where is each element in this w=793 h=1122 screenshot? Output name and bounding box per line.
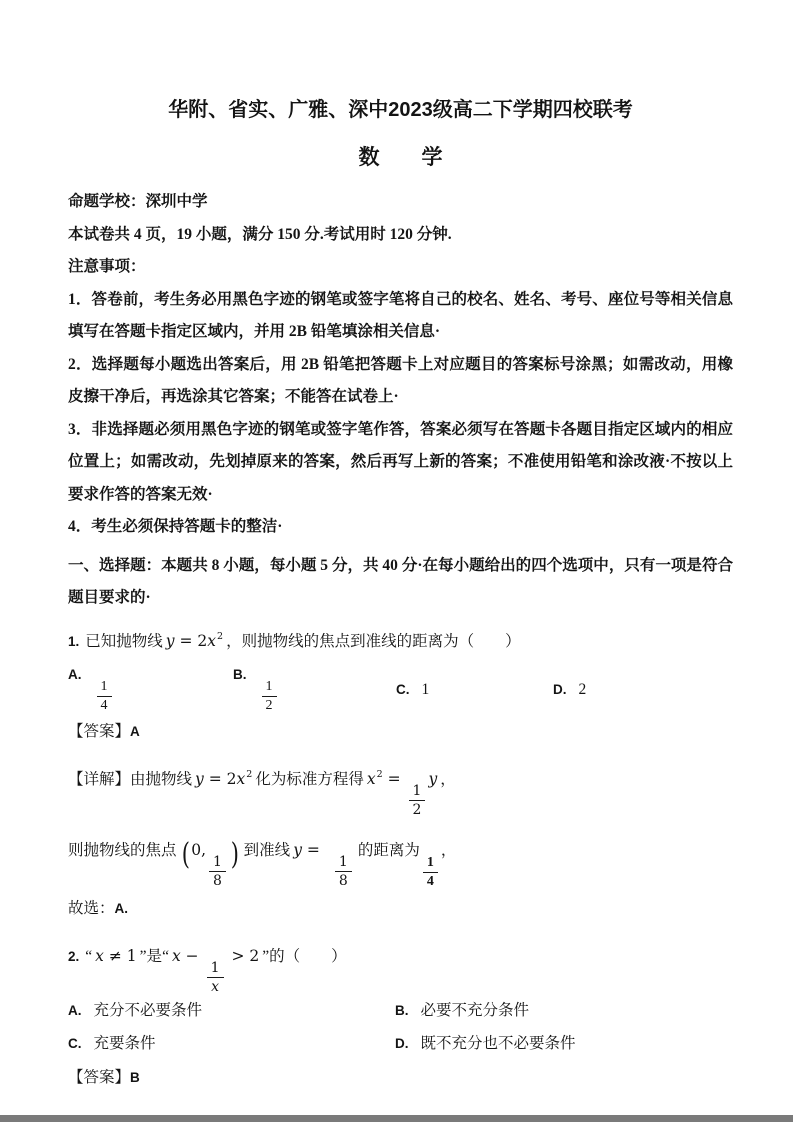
- link-text: 是: [146, 947, 163, 965]
- open-quote: “: [162, 947, 169, 965]
- option-d-label: D.: [553, 682, 567, 698]
- question-2-stem-text-after: 的（ ）: [269, 947, 347, 965]
- formula-var: x: [366, 770, 376, 789]
- fraction-denominator: 4: [426, 874, 434, 890]
- option-d-value: 2: [578, 681, 587, 699]
- option-a-fraction: [97, 679, 112, 714]
- question-2-stem: [68, 930, 733, 995]
- exam-title-year: 2023: [388, 99, 433, 121]
- detail-text-5: 的距离为: [357, 842, 420, 860]
- close-quote: ”: [139, 947, 147, 965]
- question-1-stem: [68, 621, 733, 659]
- conclusion-answer: A.: [114, 900, 129, 916]
- detail-comma: ，: [440, 842, 457, 860]
- question-1-number: 1.: [68, 633, 80, 649]
- fraction-numerator: 1: [209, 854, 226, 872]
- page-separator-bar: [0, 1115, 793, 1122]
- option-d-label: D.: [395, 1035, 409, 1051]
- left-paren: (: [181, 837, 190, 873]
- question-1-option-b: [233, 666, 396, 714]
- formula-equals: =: [387, 770, 401, 789]
- formula-lhs: y: [165, 631, 175, 650]
- answer-tag: 【答案】: [68, 1068, 131, 1086]
- option-b-fraction: [262, 679, 277, 714]
- exam-title-prefix: 华附、省实、广雅、深中: [168, 99, 389, 121]
- question-2-answer-line: [68, 1062, 733, 1093]
- option-b-label: B.: [233, 667, 247, 682]
- parabola-formula: [166, 632, 223, 650]
- question-1-option-c: [396, 681, 553, 699]
- formula-var: x: [171, 946, 181, 965]
- exam-title: [68, 96, 733, 124]
- formula-equals: =: [306, 841, 320, 860]
- option-c-label: C.: [396, 682, 410, 698]
- fraction-numerator: 1: [423, 855, 438, 873]
- option-b-text: 必要不充分条件: [420, 1001, 530, 1019]
- condition-formula: [95, 947, 137, 965]
- conclusion-text: 故选：: [68, 899, 115, 917]
- fraction-denominator: x: [211, 978, 219, 995]
- option-a-text: 充分不必要条件: [93, 1001, 203, 1019]
- option-a-label: A.: [68, 667, 82, 682]
- question-1-options-row: [68, 666, 733, 714]
- fraction-denominator: 8: [338, 873, 348, 890]
- detail-formula-standard: [366, 769, 438, 819]
- question-1-detail-line-1: [68, 753, 733, 818]
- formula-value: 2: [249, 946, 260, 965]
- question-2-option-b: [395, 1001, 733, 1021]
- detail-comma: ，: [440, 771, 456, 789]
- fraction-denominator: 2: [412, 802, 422, 819]
- notice-item-4: 4．考生必须保持答题卡的整洁·: [68, 518, 283, 535]
- option-b-label: B.: [395, 1002, 409, 1018]
- distance-fraction: [423, 855, 438, 890]
- exam-title-suffix: 级高二下学期四校联考: [432, 99, 633, 121]
- formula-exponent: 2: [376, 769, 383, 781]
- directrix-formula: [293, 841, 355, 890]
- detail-text-1: 由抛物线: [130, 771, 193, 789]
- option-c-text: 充要条件: [93, 1034, 156, 1052]
- open-quote: “: [85, 947, 93, 965]
- question-1-detail-line-2: [68, 824, 733, 890]
- detail-formula-original: [195, 770, 252, 788]
- detail-text-4: 到准线: [243, 842, 291, 860]
- fraction-numerator: 1: [409, 783, 426, 801]
- formula-lhs: y: [293, 841, 302, 860]
- formula-lhs: y: [195, 770, 204, 789]
- question-1-stem-text-before: 已知抛物线: [85, 632, 163, 650]
- option-c-value: 1: [421, 681, 430, 699]
- greater-than-sign: >: [231, 946, 245, 965]
- formula-coef: 2: [197, 631, 208, 650]
- exam-meta-line: 本试卷共 4 页，19 小题，满分 150 分.考试用时 120 分钟.: [68, 225, 452, 243]
- formula-var: x: [207, 631, 217, 650]
- formula-var: x: [95, 946, 104, 965]
- directrix-fraction: [335, 854, 352, 889]
- answer-tag: 【答案】: [68, 723, 131, 741]
- minus-sign: −: [185, 946, 199, 965]
- fraction-denominator: 8: [213, 873, 222, 890]
- formula-equals: =: [208, 770, 222, 789]
- formula-coef: 2: [226, 770, 237, 789]
- detail-text-2: 化为标准方程得: [255, 771, 364, 789]
- option-d-text: 既不充分也不必要条件: [420, 1034, 576, 1052]
- question-2-option-d: [395, 1034, 733, 1054]
- notice-item-3: 3．非选择题必须用黑色字迹的钢笔或签字笔作答，答案必须写在答题卡各题目指定区域内的相应位置上；如需改动，先划掉原来的答案，然后再写上新的答案；不准使用铅笔和涂改液·不按以上要求作答的答案无效·: [68, 420, 733, 503]
- focus-x-coordinate: 0,: [191, 841, 207, 860]
- question-1-answer-line: [68, 716, 733, 747]
- question-1-conclusion: [68, 893, 733, 924]
- question-2-answer: B: [130, 1069, 140, 1085]
- option-c-label: C.: [68, 1035, 82, 1051]
- setter-line: 命题学校：深圳中学: [68, 193, 208, 210]
- detail-tag: 【详解】: [68, 771, 131, 789]
- question-2: [68, 930, 733, 1093]
- section-header: 一、选择题：本题共 8 小题，每小题 5 分，共 40 分·在每小题给出的四个选项中，只有一项是符合题目要求的·: [68, 556, 733, 606]
- fraction-numerator: 1: [262, 679, 277, 697]
- close-quote: ”: [262, 947, 270, 965]
- fraction-denominator: 2: [265, 698, 273, 714]
- inequality-formula: [171, 946, 260, 995]
- question-2-options-grid: [68, 1001, 733, 1054]
- formula-var: x: [236, 770, 246, 789]
- formula-exponent: 2: [217, 630, 224, 642]
- fraction-numerator: 1: [97, 679, 112, 697]
- fraction-numerator: 1: [335, 854, 352, 872]
- notice-item-2: 2．选择题每小题选出答案后，用 2B 铅笔把答题卡上对应题目的答案标号涂黑；如需改动，用橡皮擦干净后，再选涂其它答案；不能答在试卷上·: [68, 355, 733, 405]
- formula-value: 1: [126, 946, 137, 965]
- question-1-option-d: [553, 681, 733, 699]
- not-equal-sign: ≠: [108, 946, 122, 965]
- focus-fraction: [209, 854, 226, 889]
- formula-equals: =: [179, 631, 193, 650]
- fraction-denominator: 4: [100, 698, 108, 714]
- subject-heading: 数 学: [358, 145, 443, 169]
- question-2-option-c: [68, 1034, 395, 1054]
- question-1: [68, 621, 733, 924]
- formula-rhs: y: [428, 770, 438, 789]
- formula-exponent: 2: [246, 769, 253, 781]
- question-1-answer: A: [130, 724, 140, 740]
- question-1-option-a: [68, 666, 233, 714]
- notice-item-1: 1．答卷前，考生务必用黑色字迹的钢笔或签字笔将自己的校名、姓名、考号、座位号等相关信息填写在答题卡指定区域内，并用 2B 铅笔填涂相关信息·: [68, 290, 733, 340]
- reciprocal-fraction: [207, 960, 224, 995]
- right-paren: ): [230, 837, 239, 873]
- fraction-numerator: 1: [207, 960, 224, 978]
- notice-title: 注意事项：: [68, 258, 146, 275]
- question-2-option-a: [68, 1001, 395, 1021]
- option-a-label: A.: [68, 1002, 82, 1018]
- question-2-number: 2.: [68, 948, 80, 964]
- focus-point: [180, 837, 241, 890]
- question-1-stem-text-after: ，则抛物线的焦点到准线的距离为（ ）: [226, 632, 521, 650]
- detail-text-3: 则抛物线的焦点: [68, 842, 177, 860]
- one-half-fraction: [409, 783, 426, 818]
